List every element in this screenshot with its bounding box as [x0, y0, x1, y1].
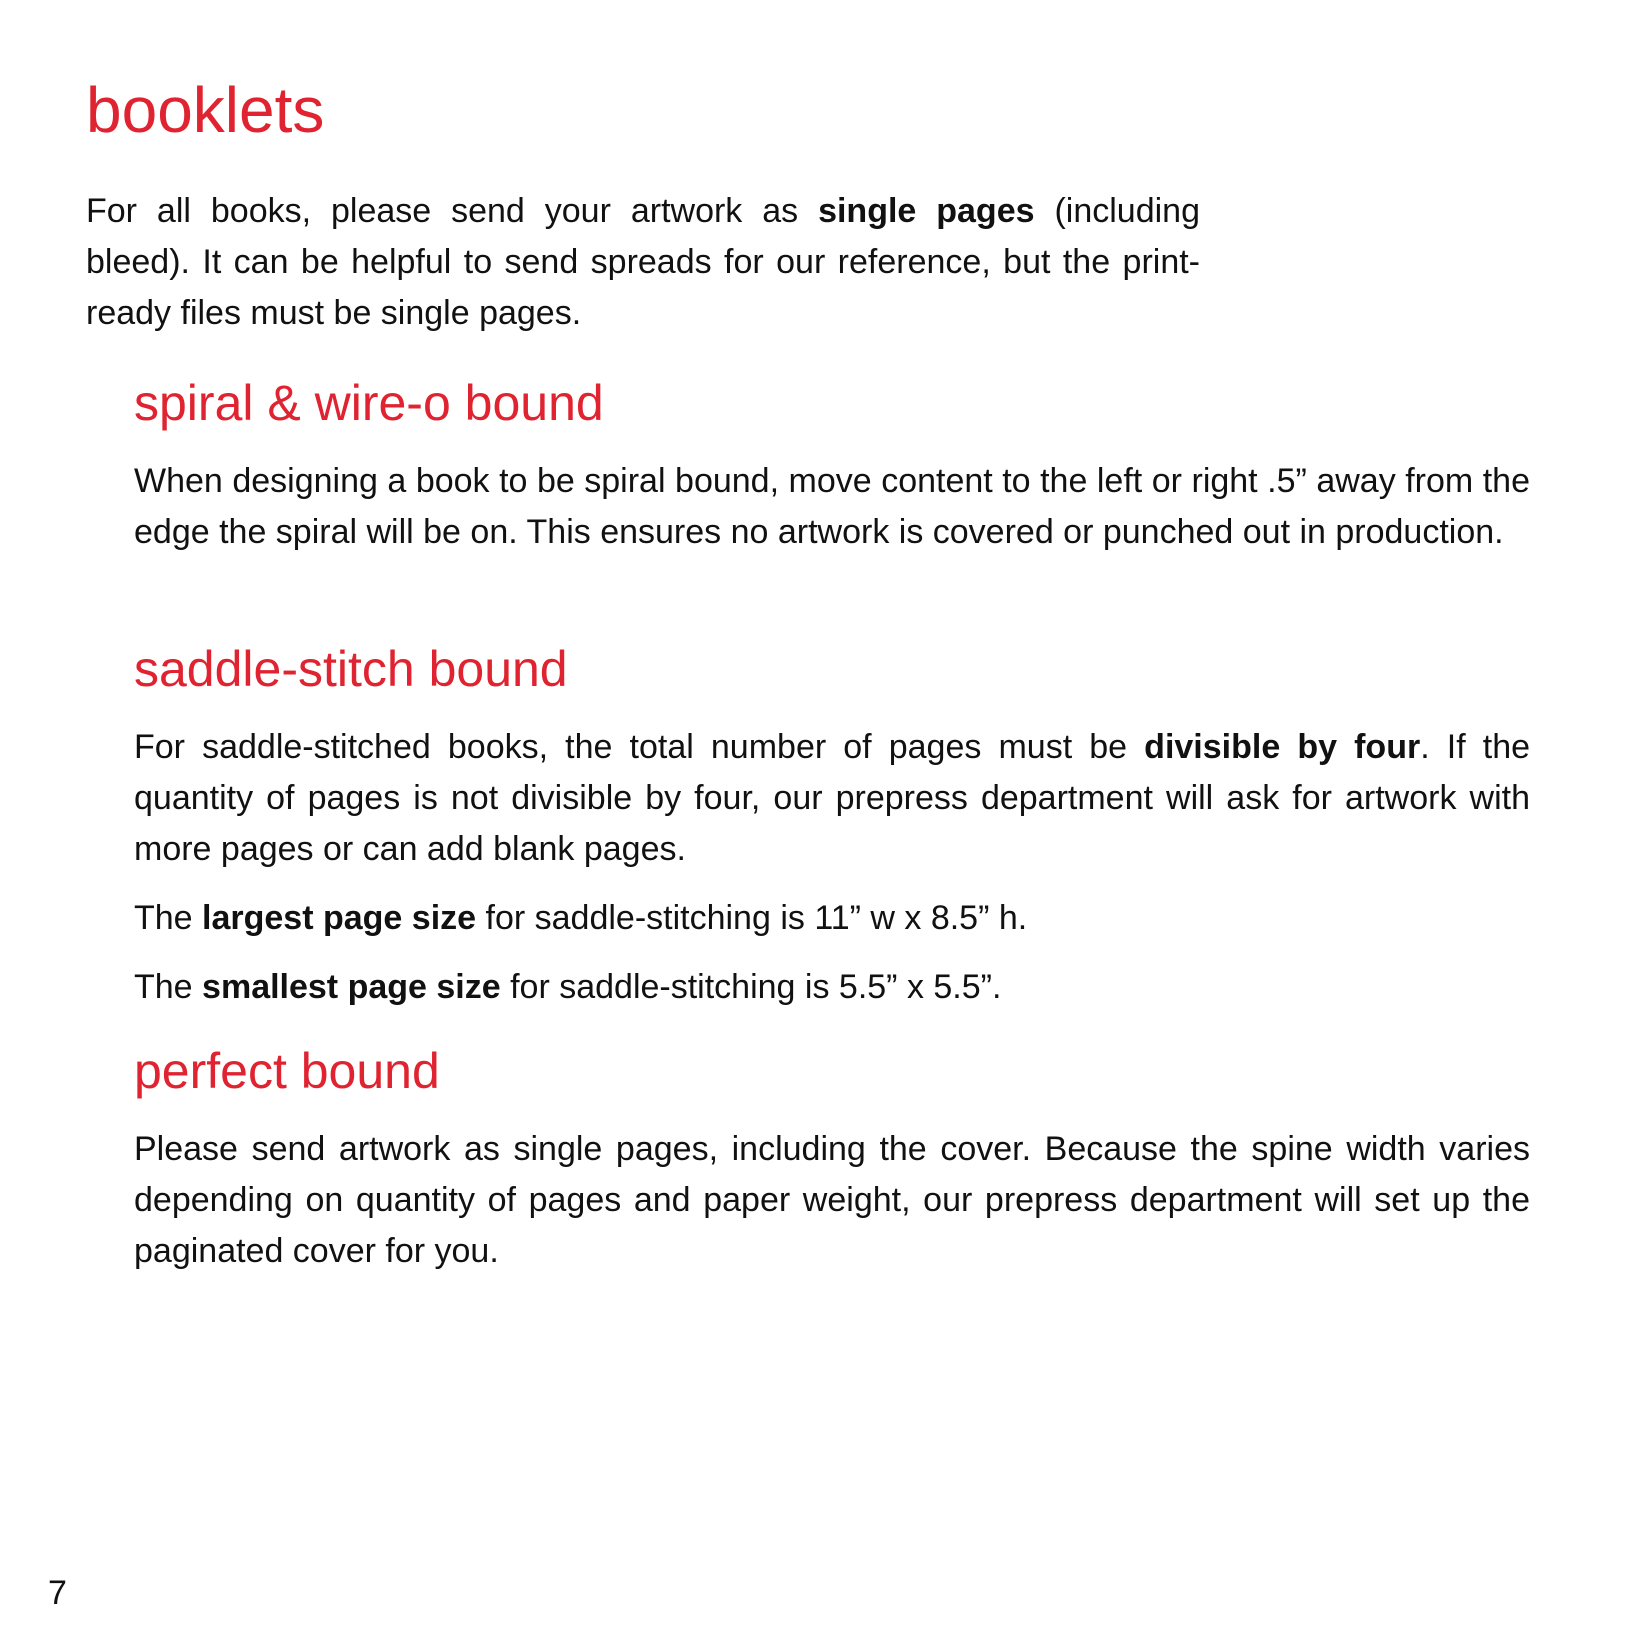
saddle-p1-text: For saddle-stitched books, the total number of pages must be	[134, 728, 1145, 766]
intro-emphasis: single pages	[818, 192, 1035, 230]
section-saddle-stitch	[134, 641, 1531, 1013]
saddle-p2-text-continued: for saddle-stitching is 11” w x 8.5” h.	[476, 899, 1028, 937]
saddle-p3-text-continued: for saddle-stitching is 5.5” x 5.5”.	[500, 968, 1002, 1006]
saddle-p2-emphasis: largest page size	[202, 899, 477, 937]
section-heading-spiral: spiral & wire-o bound	[134, 375, 604, 431]
spiral-body-paragraph: When designing a book to be spiral bound, move content to the left or right .5” away from the edge the spiral will be on. This ensures no artwork is covered or punched out in production.	[134, 462, 1530, 551]
section-perfect-bound	[134, 1043, 1530, 1277]
page-number: 7	[48, 1574, 67, 1612]
saddle-largest-size-paragraph	[134, 893, 1530, 944]
section-spiral-wire-o	[134, 375, 1530, 558]
section-heading-saddle: saddle-stitch bound	[134, 641, 568, 697]
saddle-p3-text: The	[134, 968, 203, 1006]
perfect-body-paragraph: Please send artwork as single pages, including the cover. Because the spine width varies depending on quantity of pages and paper weight, our prepress department will set up the paginated cover for you.	[134, 1130, 1530, 1270]
saddle-divisible-paragraph	[134, 722, 1530, 875]
saddle-p1-text-continued: . If the quantity of pages is not divisible by four, our prepress department will ask for artwork with more pages or can add blank pages.	[134, 728, 1531, 868]
saddle-p1-emphasis: divisible by four	[1144, 728, 1421, 766]
saddle-smallest-size-paragraph	[134, 962, 1530, 1013]
intro-text-continued: (including bleed). It can be helpful to send spreads for our reference, but the print-ready files must be single pages.	[86, 192, 1200, 332]
intro-paragraph	[86, 186, 1200, 339]
intro-text: For all books, please send your artwork as	[86, 192, 819, 230]
saddle-p3-emphasis: smallest page size	[202, 968, 501, 1006]
section-heading-perfect: perfect bound	[134, 1043, 440, 1099]
saddle-p2-text: The	[134, 899, 203, 937]
page-title: booklets	[86, 74, 325, 146]
